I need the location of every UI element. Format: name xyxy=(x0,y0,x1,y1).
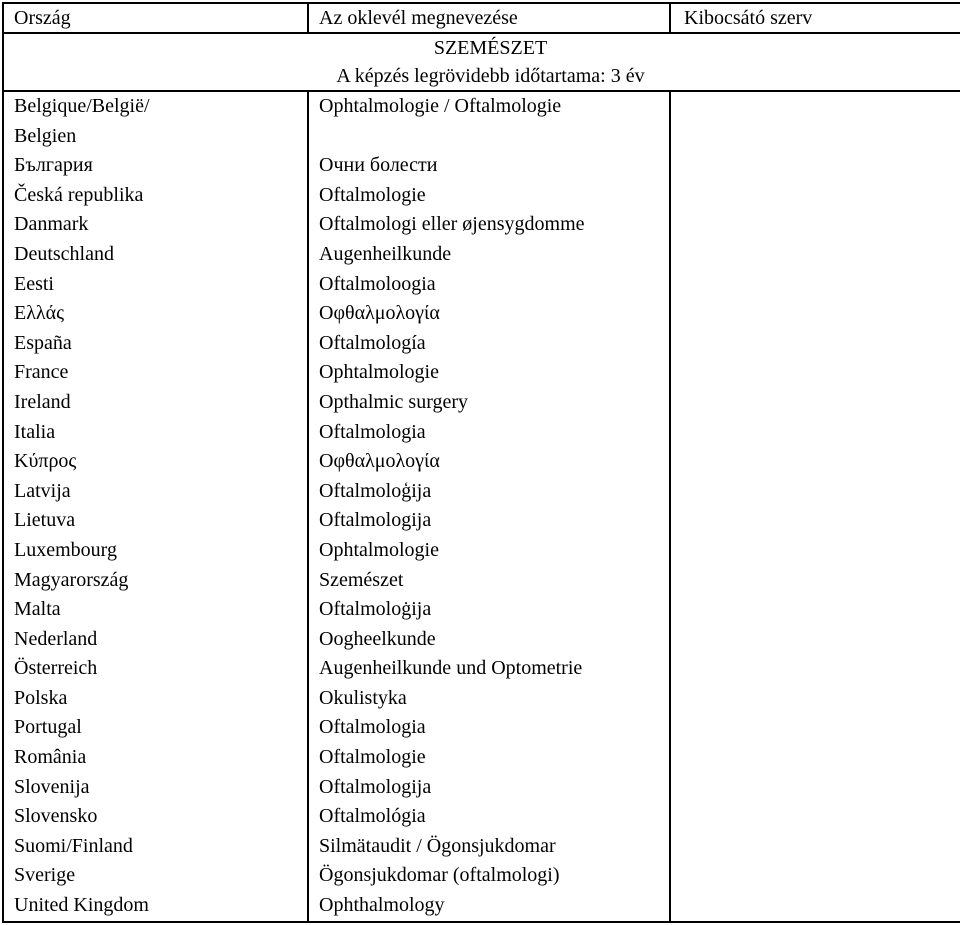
cell-country: Ireland xyxy=(3,388,308,418)
cell-diploma: Okulistyka xyxy=(308,684,670,714)
cell-diploma: Ophthalmology xyxy=(308,891,670,922)
table-row xyxy=(3,536,960,566)
cell-diploma: Oftalmológia xyxy=(308,802,670,832)
table-row xyxy=(3,270,960,300)
cell-diploma xyxy=(308,122,670,152)
cell-country: United Kingdom xyxy=(3,891,308,922)
cell-country: Belgique/België/ xyxy=(3,91,308,122)
header-row xyxy=(3,3,960,33)
cell-issuer xyxy=(670,654,960,684)
cell-issuer xyxy=(670,447,960,477)
cell-diploma: Oftalmologija xyxy=(308,506,670,536)
cell-diploma: Oftalmologi eller øjensygdomme xyxy=(308,210,670,240)
table-row xyxy=(3,418,960,448)
cell-diploma: Oftalmologie xyxy=(308,743,670,773)
cell-country: Danmark xyxy=(3,210,308,240)
cell-diploma: Silmätaudit / Ögonsjukdomar xyxy=(308,832,670,862)
cell-country: Κύπρος xyxy=(3,447,308,477)
cell-diploma: Oftalmoloģija xyxy=(308,477,670,507)
cell-issuer xyxy=(670,566,960,596)
cell-issuer xyxy=(670,595,960,625)
table-row xyxy=(3,122,960,152)
cell-diploma: Oftalmologie xyxy=(308,181,670,211)
table-row xyxy=(3,388,960,418)
cell-diploma: Οφθαλμολογία xyxy=(308,299,670,329)
table-row xyxy=(3,506,960,536)
table-row xyxy=(3,654,960,684)
cell-country: Magyarország xyxy=(3,566,308,596)
cell-issuer xyxy=(670,506,960,536)
cell-issuer xyxy=(670,625,960,655)
table-row xyxy=(3,743,960,773)
cell-country: Slovensko xyxy=(3,802,308,832)
cell-country: Lietuva xyxy=(3,506,308,536)
cell-diploma: Ophtalmologie / Oftalmologie xyxy=(308,91,670,122)
table-row xyxy=(3,891,960,922)
cell-diploma: Opthalmic surgery xyxy=(308,388,670,418)
cell-issuer xyxy=(670,358,960,388)
cell-diploma: Oogheelkunde xyxy=(308,625,670,655)
table-row xyxy=(3,832,960,862)
cell-issuer xyxy=(670,891,960,922)
cell-issuer xyxy=(670,713,960,743)
table-row xyxy=(3,477,960,507)
section-row xyxy=(3,33,960,91)
cell-country: Sverige xyxy=(3,861,308,891)
table-row xyxy=(3,595,960,625)
cell-diploma: Oftalmologija xyxy=(308,773,670,803)
table-row xyxy=(3,861,960,891)
cell-diploma: Oftalmologia xyxy=(308,418,670,448)
cell-country: Polska xyxy=(3,684,308,714)
cell-country: Latvija xyxy=(3,477,308,507)
table-row xyxy=(3,358,960,388)
cell-diploma: Ophtalmologie xyxy=(308,358,670,388)
cell-country: Slovenija xyxy=(3,773,308,803)
table-row xyxy=(3,447,960,477)
cell-issuer xyxy=(670,477,960,507)
cell-diploma: Ophtalmologie xyxy=(308,536,670,566)
section-heading xyxy=(3,33,960,91)
cell-country: Nederland xyxy=(3,625,308,655)
cell-issuer xyxy=(670,802,960,832)
cell-diploma: Очни болести xyxy=(308,151,670,181)
cell-diploma: Oftalmologia xyxy=(308,713,670,743)
header-issuer: Kibocsátó szerv xyxy=(670,3,960,33)
cell-country: Portugal xyxy=(3,713,308,743)
cell-issuer xyxy=(670,773,960,803)
cell-diploma: Augenheilkunde und Optometrie xyxy=(308,654,670,684)
table-row xyxy=(3,773,960,803)
cell-country: Italia xyxy=(3,418,308,448)
cell-issuer xyxy=(670,418,960,448)
cell-country: Eesti xyxy=(3,270,308,300)
cell-issuer xyxy=(670,270,960,300)
table-row xyxy=(3,91,960,122)
cell-issuer xyxy=(670,91,960,122)
cell-diploma: Oftalmoloogia xyxy=(308,270,670,300)
section-title: SZEMÉSZET xyxy=(433,37,548,59)
cell-issuer xyxy=(670,832,960,862)
table-row xyxy=(3,299,960,329)
cell-country: Luxembourg xyxy=(3,536,308,566)
cell-country: France xyxy=(3,358,308,388)
table-row xyxy=(3,802,960,832)
cell-country: Österreich xyxy=(3,654,308,684)
header-diploma: Az oklevél megnevezése xyxy=(308,3,670,33)
cell-issuer xyxy=(670,861,960,891)
table-row xyxy=(3,210,960,240)
table-row xyxy=(3,329,960,359)
table-body xyxy=(3,3,960,922)
cell-issuer xyxy=(670,240,960,270)
cell-diploma: Oftalmología xyxy=(308,329,670,359)
cell-country: Suomi/Finland xyxy=(3,832,308,862)
table-row xyxy=(3,566,960,596)
cell-issuer xyxy=(670,536,960,566)
cell-country: Deutschland xyxy=(3,240,308,270)
cell-country: España xyxy=(3,329,308,359)
cell-issuer xyxy=(670,181,960,211)
cell-diploma: Oftalmoloġija xyxy=(308,595,670,625)
table-row xyxy=(3,240,960,270)
cell-country: България xyxy=(3,151,308,181)
cell-issuer xyxy=(670,122,960,152)
table-row xyxy=(3,713,960,743)
cell-country: România xyxy=(3,743,308,773)
cell-issuer xyxy=(670,151,960,181)
table-row xyxy=(3,625,960,655)
cell-diploma: Augenheilkunde xyxy=(308,240,670,270)
cell-issuer xyxy=(670,210,960,240)
cell-diploma: Szemészet xyxy=(308,566,670,596)
table-row xyxy=(3,151,960,181)
cell-diploma: Οφθαλμολογία xyxy=(308,447,670,477)
cell-country: Belgien xyxy=(3,122,308,152)
cell-country: Česká republika xyxy=(3,181,308,211)
cell-issuer xyxy=(670,743,960,773)
section-subtitle: A képzés legrövidebb időtartama: 3 év xyxy=(336,65,645,87)
cell-issuer xyxy=(670,299,960,329)
cell-issuer xyxy=(670,684,960,714)
cell-issuer xyxy=(670,388,960,418)
cell-diploma: Ögonsjukdomar (oftalmologi) xyxy=(308,861,670,891)
cell-country: Ελλάς xyxy=(3,299,308,329)
cell-country: Malta xyxy=(3,595,308,625)
table-row xyxy=(3,181,960,211)
table-row xyxy=(3,684,960,714)
header-country: Ország xyxy=(3,3,308,33)
cell-issuer xyxy=(670,329,960,359)
diploma-table xyxy=(2,2,960,923)
